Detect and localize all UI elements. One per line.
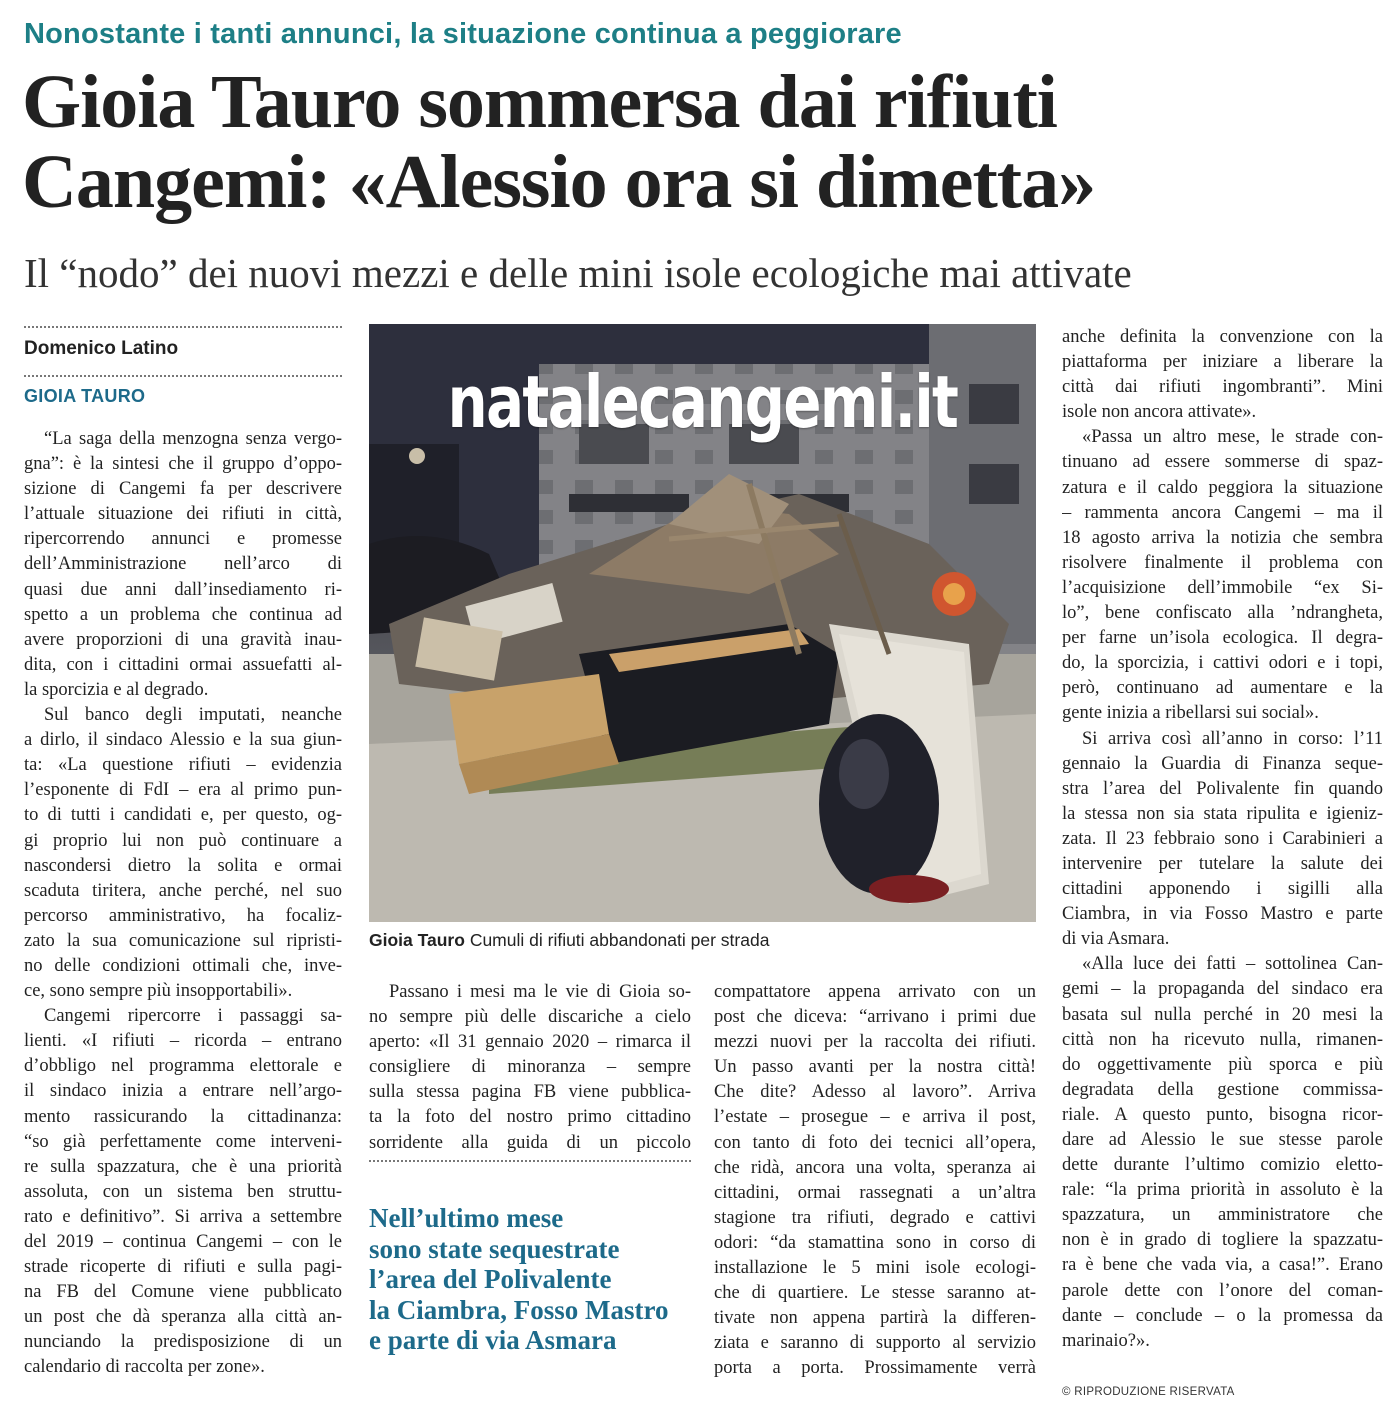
text-line: la stessa non sia stata ripulita e igieniz- [1062, 803, 1383, 824]
subtitle: Il “nodo” dei nuovi mezzi e delle mini isole ecologiche mai attivate [24, 250, 1132, 296]
text-line: “so già perfettamente come interveni- [24, 1131, 342, 1152]
text-line: sulla stessa pagina FB viene pubblica- [369, 1082, 691, 1103]
text-line: aperto: «Il 31 gennaio 2020 – rimarca il [369, 1032, 691, 1053]
text-line: odori: “da stamattina sono in corso di [714, 1232, 1036, 1253]
caption-text: Cumuli di rifiuti abbandonati per strada [469, 930, 770, 950]
text-line: strade ricoperte di rifiuti e sulla pagi- [24, 1257, 342, 1278]
text-line: Si arriva così all’anno in corso: l’11 [1082, 728, 1383, 749]
text-line: che ridà, ancora una volta, speranza ai [714, 1157, 1036, 1178]
text-line: tinuano ad essere sommerse di spaz- [1062, 452, 1383, 473]
text-line: ripercorrendo annunci e promesse [24, 529, 342, 550]
text-line: zata. Il 23 febbraio sono i Carabinieri a [1062, 828, 1383, 849]
text-line: l’attuale situazione dei rifiuti in città, [24, 504, 342, 525]
text-line: post che diceva: “arrivano i primi due [714, 1007, 1036, 1028]
text-line: spazzatura, un amministratore che [1062, 1205, 1383, 1226]
text-line: spetto a un problema che continua ad [24, 604, 342, 625]
text-line: scaduta tiritera, anche perché, nel suo [24, 880, 342, 901]
text-line: no delle condizioni ottimali che, inve- [24, 955, 342, 976]
article-column-3 [714, 980, 1036, 1382]
pullquote-divider [369, 1160, 691, 1162]
text-line: marinaio?». [1062, 1330, 1150, 1351]
text-line: basata sul nulla perché in 20 mesi la [1062, 1004, 1383, 1025]
text-line: l’acquisizione dell’immobile “ex Si- [1062, 577, 1383, 598]
text-line: un post che dà speranza alla città an- [24, 1307, 342, 1328]
text-line: do oggettivamente più sporca e più [1062, 1054, 1383, 1075]
text-line: na FB del Comune viene pubblicato [24, 1282, 342, 1303]
pullquote-line: Nell’ultimo mese [369, 1203, 564, 1233]
text-line: l’esponente di FdI – era al primo pun- [24, 780, 342, 801]
text-line: la sporcizia e al degrado. [24, 679, 209, 700]
caption-place: Gioia Tauro [369, 930, 465, 950]
text-line: ta la foto del nostro primo cittadino [369, 1107, 691, 1128]
text-line: stra l’area del Polivalente fin quando [1062, 778, 1383, 799]
byline-top-divider [24, 326, 342, 328]
text-line: Passano i mesi ma le vie di Gioia so- [389, 982, 691, 1002]
text-line: intervenire per tutelare la salute dei [1062, 853, 1383, 874]
text-line: cittadini apponendo i sigilli alla [1062, 879, 1383, 900]
watermark: natalecangemi.it [447, 360, 958, 444]
text-line: con tanto di foto dei tecnici all’opera, [714, 1132, 1036, 1153]
text-line: avere proporzioni di una gravità inau- [24, 629, 342, 650]
text-line: del 2019 – continua Cangemi – con le [24, 1232, 342, 1252]
text-line: dita, con i cittadini ormai assuefatti al- [24, 654, 342, 675]
text-line: riale. A questo punto, bisogna ricor- [1062, 1104, 1383, 1125]
kicker: Nonostante i tanti annunci, la situazione continua a peggiorare [24, 18, 902, 50]
text-line: dell’Amministrazione nell’arco di [24, 554, 342, 575]
text-line: a dirlo, il sindaco Alessio e la sua giun- [24, 730, 342, 751]
text-line: Sul banco degli imputati, neanche [44, 705, 342, 726]
text-line: il sindaco inizia a entrare nell’argo- [24, 1081, 342, 1102]
text-line: “La saga della menzogna senza vergo- [44, 429, 342, 449]
article-column-1 [24, 427, 342, 1381]
text-line: no sempre più delle discariche a cielo [369, 1007, 691, 1028]
text-line: «Passa un altro mese, le strade con- [1082, 427, 1383, 448]
text-line: zato la sua comunicazione sul ripristi- [24, 930, 342, 951]
text-line: sorridente alla guida di un piccolo [369, 1132, 691, 1153]
text-line: stagione tra rifiuti, degrado e cattivi [714, 1207, 1036, 1228]
text-line: quasi due anni dall’insediamento ri- [24, 579, 342, 600]
pullquote-line: e parte di via Asmara [369, 1325, 617, 1355]
text-line: compattatore appena arrivato con un [714, 982, 1036, 1002]
article-column-2 [369, 980, 691, 1156]
text-line: degradata della gestione commissa- [1062, 1079, 1383, 1100]
pullquote-line: sono state sequestrate [369, 1233, 620, 1264]
copyright-notice: © RIPRODUZIONE RISERVATA [1062, 1386, 1235, 1398]
pullquote [369, 1203, 699, 1356]
text-line: però, continuano ad aumentare e la [1062, 678, 1383, 699]
text-line: zatura e il caldo peggiora la situazione [1062, 477, 1383, 498]
text-line: ra è bene che vada via, a casa!”. Erano [1062, 1255, 1383, 1276]
text-line: to di tutti i candidati e, per questo, og- [24, 805, 342, 826]
text-line: mento rassicurando la cittadinanza: [24, 1106, 342, 1127]
pullquote-line: la Ciambra, Fosso Mastro [369, 1294, 669, 1325]
text-line: rale: “la prima priorità in assoluto è la [1062, 1180, 1383, 1201]
text-line: dette durante l’ultimo comizio eletto- [1062, 1155, 1383, 1176]
text-line: gennaio la Guardia di Finanza seque- [1062, 753, 1383, 774]
text-line: do, la sporcizia, i cattivi odori e i topi, [1062, 653, 1383, 674]
text-line: Cangemi ripercorre i passaggi sa- [44, 1006, 342, 1027]
text-line: Che dite? Adesso al lavoro”. Arriva [714, 1082, 1036, 1103]
text-line: dare ad Alessio le sue stesse parole [1062, 1130, 1383, 1150]
text-line: ta: «La questione rifiuti – evidenzia [24, 755, 342, 776]
text-line: ziata e saranno di supporto al servizio [714, 1333, 1036, 1354]
text-line: gna”: è la sintesi che il gruppo d’oppo- [24, 454, 342, 475]
text-line: nunciando la predisposizione di un [24, 1332, 342, 1353]
text-line: Un passo avanti per la nostra città! [714, 1057, 1036, 1078]
text-line: sizione di Cangemi fa per descrivere [24, 479, 342, 500]
article-photo [369, 324, 1036, 922]
text-line: piattaforma per iniziare a liberare la [1062, 352, 1383, 373]
byline-bottom-divider [24, 375, 342, 377]
text-line: tivate non appena partirà la differen- [714, 1308, 1036, 1329]
photo-caption [369, 930, 769, 951]
text-line: ce, sono sempre più insopportabili». [24, 981, 293, 1002]
text-line: lienti. «I rifiuti – ricorda – entrano [24, 1031, 342, 1052]
text-line: mezzi nuovi per la raccolta dei rifiuti. [714, 1032, 1036, 1053]
text-line: dante – conclude – o la promessa da [1062, 1305, 1383, 1326]
text-line: anche definita la convenzione con la [1062, 327, 1383, 347]
text-line: re sulla spazzatura, che è una priorità [24, 1156, 342, 1177]
text-line: d’obbligo nel programma elettorale e [24, 1056, 342, 1077]
text-line: rato e definitivo”. Si arriva a settembre [24, 1206, 342, 1227]
headline-line-2: Cangemi: «Alessio ora si dimetta» [22, 140, 1096, 224]
text-line: percorso amministrativo, ha focaliz- [24, 905, 342, 926]
byline: Domenico Latino [24, 338, 179, 359]
text-line: gente inizia a ribellarsi sui social». [1062, 703, 1319, 724]
text-line: isole non ancora attivate». [1062, 402, 1257, 423]
headline-line-1: Gioia Tauro sommersa dai rifiuti [22, 60, 1057, 144]
text-line: installazione le 5 mini isole ecologi- [714, 1258, 1036, 1279]
text-line: gi proprio lui non può continuare a [24, 830, 342, 851]
article-column-4 [1062, 325, 1383, 1354]
text-line: che di quartiere. Le stesse saranno at- [714, 1283, 1036, 1304]
location-tag: GIOIA TAURO [24, 386, 146, 406]
text-line: Ciambra, in via Fosso Mastro e parte [1062, 904, 1383, 925]
text-line: 18 agosto arriva la notizia che sembra [1062, 527, 1383, 548]
text-line: – rammenta ancora Cangemi – ma il [1062, 502, 1383, 523]
text-line: cittadini, ormai rassegnati a un’altra [714, 1182, 1036, 1203]
text-line: parole dette con l’onore del coman- [1062, 1280, 1383, 1301]
pullquote-line: l’area del Polivalente [369, 1264, 612, 1294]
text-line: gemi – la propaganda del sindaco era [1062, 979, 1383, 1000]
text-line: di via Asmara. [1062, 929, 1170, 950]
text-line: città dai rifiuti ingombranti”. Mini [1062, 377, 1383, 398]
headline [22, 62, 1382, 222]
text-line: calendario di raccolta per zone». [24, 1357, 265, 1378]
text-line: «Alla luce dei fatti – sottolinea Can- [1082, 954, 1383, 975]
text-line: per farne un’isola ecologica. Il degra- [1062, 628, 1383, 649]
text-line: assoluta, con un sistema ben struttu- [24, 1181, 342, 1202]
text-line: risolvere finalmente il problema con [1062, 552, 1383, 573]
text-line: consigliere di minoranza – sempre [369, 1057, 691, 1078]
text-line: città non ha ricevuto nulla, rimanen- [1062, 1029, 1383, 1050]
text-line: lo”, bene confiscato alla ’ndrangheta, [1062, 603, 1383, 624]
text-line: l’estate – prosegue – e arriva il post, [714, 1107, 1036, 1128]
text-line: nascondersi dietro la solita e ormai [24, 855, 342, 876]
text-line: non è in grado di togliere la spazzatu- [1062, 1230, 1383, 1251]
text-line: porta a porta. Prossimamente verrà [714, 1358, 1036, 1379]
